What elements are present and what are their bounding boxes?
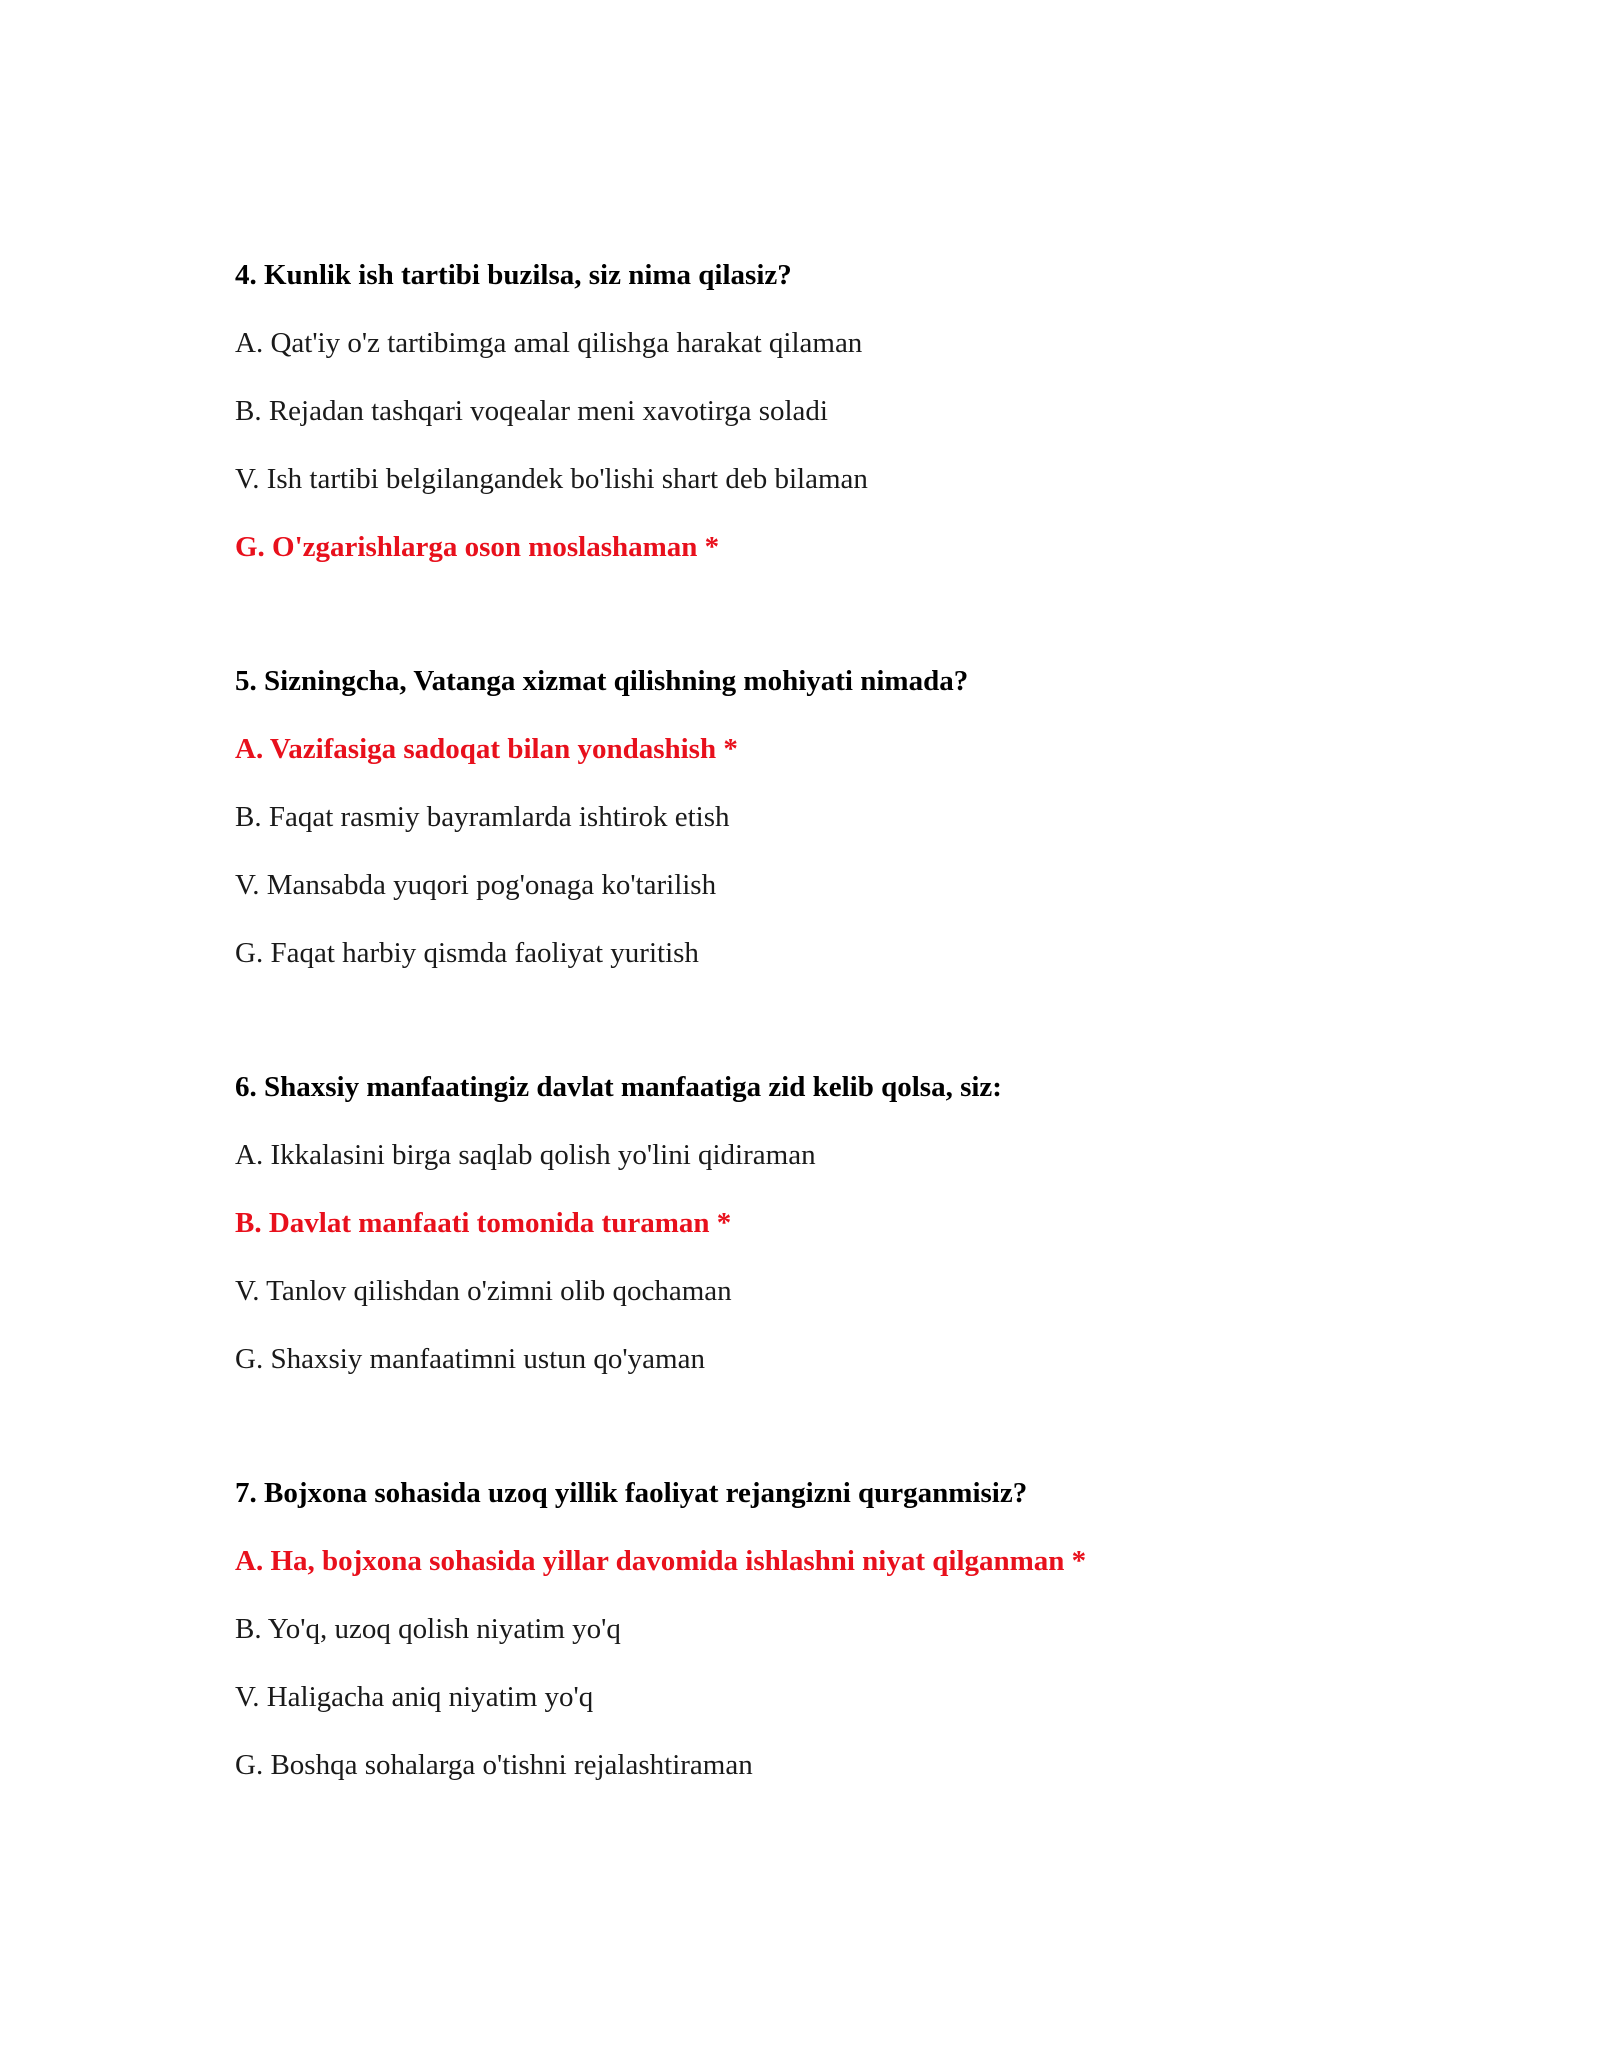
correct-answer-option: A. Vazifasiga sadoqat bilan yondashish * — [235, 733, 738, 765]
answer-option: V. Ish tartibi belgilangandek bo'lishi shart deb bilaman — [235, 463, 868, 495]
answer-option: G. Faqat harbiy qismda faoliyat yuritish — [235, 937, 699, 969]
answer-option: G. Boshqa sohalarga o'tishni rejalashtiraman — [235, 1749, 753, 1781]
question-block — [235, 663, 968, 971]
question-text: 5. Sizningcha, Vatanga xizmat qilishning mohiyati nimada? — [235, 665, 969, 697]
answer-option: V. Mansabda yuqori pog'onaga ko'tarilish — [235, 869, 717, 901]
answer-option: B. Rejadan tashqari voqealar meni xavotirga soladi — [235, 395, 828, 427]
correct-answer-option: G. O'zgarishlarga oson moslashaman * — [235, 531, 720, 563]
question-block — [235, 1475, 1086, 1783]
question-block — [235, 1069, 1002, 1377]
answer-option: V. Haligacha aniq niyatim yo'q — [235, 1681, 594, 1713]
question-text: 4. Kunlik ish tartibi buzilsa, siz nima qilasiz? — [235, 259, 792, 291]
correct-answer-option: B. Davlat manfaati tomonida turaman * — [235, 1207, 732, 1239]
answer-option: A. Qat'iy o'z tartibimga amal qilishga harakat qilaman — [235, 327, 863, 359]
correct-answer-option: A. Ha, bojxona sohasida yillar davomida ishlashni niyat qilganman * — [235, 1545, 1087, 1577]
answer-option: G. Shaxsiy manfaatimni ustun qo'yaman — [235, 1343, 705, 1375]
answer-option: B. Faqat rasmiy bayramlarda ishtirok etish — [235, 801, 730, 833]
question-text: 6. Shaxsiy manfaatingiz davlat manfaatiga zid kelib qolsa, siz: — [235, 1071, 1002, 1103]
answer-option: V. Tanlov qilishdan o'zimni olib qochaman — [235, 1275, 732, 1307]
question-block — [235, 257, 868, 565]
answer-option: B. Yo'q, uzoq qolish niyatim yo'q — [235, 1613, 621, 1645]
answer-option: A. Ikkalasini birga saqlab qolish yo'lini qidiraman — [235, 1139, 816, 1171]
question-text: 7. Bojxona sohasida uzoq yillik faoliyat rejangizni qurganmisiz? — [235, 1477, 1028, 1509]
